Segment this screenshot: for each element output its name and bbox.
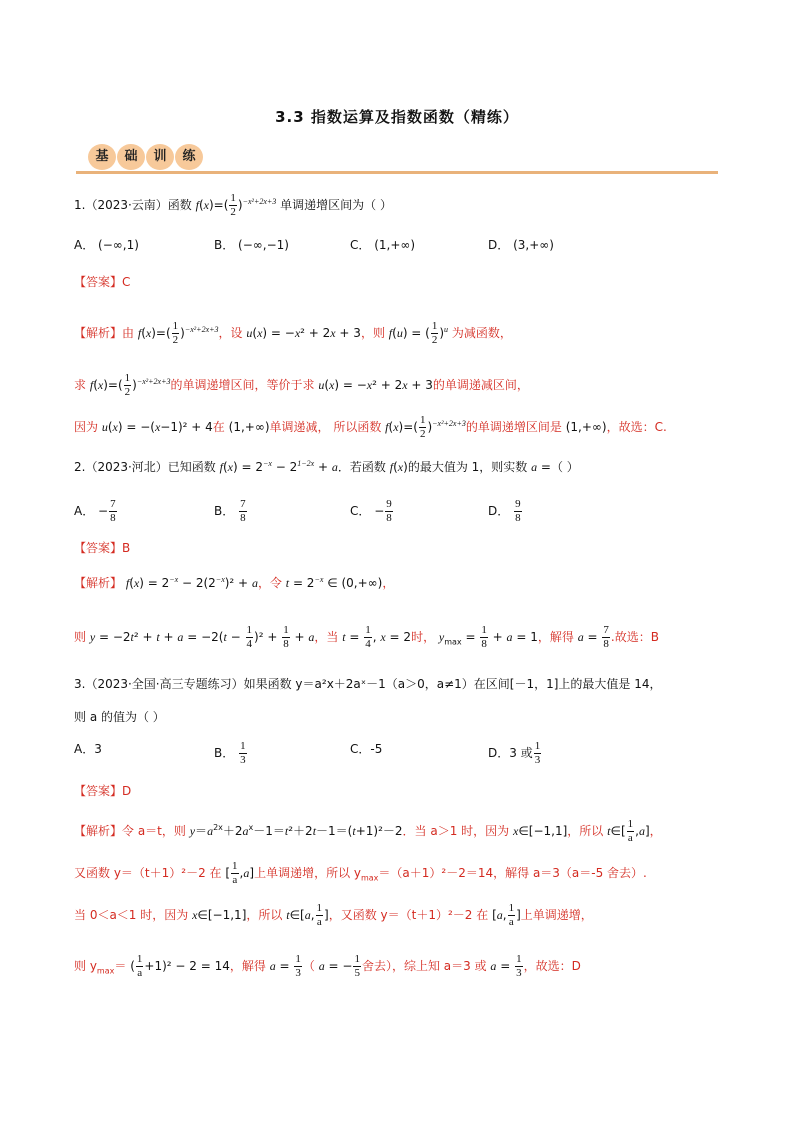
analysis-2-line-2: 则 y = −2t² + t + a = −2(t − $\frac{1}{4}$ )² + $\frac{1}{8}$ + a，当 t = $\frac{1}{4}$ , x = 2时， $y_{max}$ = $\frac{1}{8}$ + a = 1，解得 a = $\frac{7}{8}$ .故选：B [74, 624, 659, 650]
question-2: 2.（2023·河北）已知函数 $f(x) = 2^{-x} - 2^{1-2x} + a$．若函数 f(x)的最大值为 1，则实数 a =（ ） [74, 459, 579, 474]
option-b: B． (−∞,−1) [214, 238, 289, 252]
option-d: D． $\frac{9}{8}$ [488, 498, 521, 524]
analysis-1-line-3: 因为 u(x) = −(x−1)² + 4在 (1,+∞)单调递减， 所以函数 f(x)=( $\frac{1}{2}$ )$^{-x^2+2x+3}$的单调递增区间是 (1,+∞)，故选：C. [74, 414, 667, 440]
section-rule [76, 171, 718, 174]
option-c: C．-5 [350, 742, 383, 756]
option-a: A． (−∞,1) [74, 238, 139, 252]
option-b: B． $\frac{7}{8}$ [214, 498, 246, 524]
analysis-3-line-4: 则 $y_{max}=$ ( $\frac{1}{a}$ +1)² − 2 = 14，解得 a = $\frac{1}{3}$ （ a = − $\frac{1}{5}$ 舍去），综上知 a＝3 或 a = $\frac{1}{3}$ ，故选：D [74, 953, 581, 979]
answer-3: 【答案】D [74, 784, 132, 798]
question-3-line-1: 3.（2023·全国·高三专题练习）如果函数 y＝a²x＋2aˣ－1（a＞0，a≠1）在区间[－1，1]上的最大值是 14， [74, 677, 662, 691]
analysis-1-line-1: 【解析】由 f(x)=( $\frac{1}{2}$ )$^{-x^2+2x+3}$，设 u(x) = −x² + 2x + 3，则 f(u) = ( $\frac{1}{2}$ )$^u$ 为减函数， [74, 320, 512, 346]
option-b: B． $\frac{1}{3}$ [214, 740, 246, 766]
banner-char: 础 [117, 144, 145, 170]
page-title: 3.3 指数运算及指数函数（精练） [275, 108, 519, 126]
analysis-3-line-1: 【解析】令 a＝t，则 $y=a^{2x}+2a^x-1=t^2+2t-1=(t+1)^2-2$．当 a＞1 时，因为 x∈[−1,1]，所以 t∈[ $\frac{1}{a}$ ,a]， [74, 818, 662, 844]
option-a: A． − $\frac{7}{8}$ [74, 498, 116, 524]
option-a: A．3 [74, 742, 102, 756]
analysis-3-line-3: 当 0＜a＜1 时，因为 x∈[−1,1]，所以 t∈[a, $\frac{1}{a}$ ]，又函数 y＝（t＋1）²－2 在 [a, $\frac{1}{a}$ ]上单调递增， [74, 902, 593, 928]
option-d: D． (3,+∞) [488, 238, 554, 252]
banner-char: 训 [146, 144, 174, 170]
option-c: C． (1,+∞) [350, 238, 416, 252]
question-1: 1.（2023·云南）函数 f(x)=( $\frac{1}{2}$ )$^{-x^2+2x+3}$ 单调递增区间为（ ） [74, 192, 392, 218]
section-banner [88, 144, 204, 170]
option-c: C． − $\frac{9}{8}$ [350, 498, 392, 524]
banner-char: 基 [88, 144, 116, 170]
analysis-1-line-2: 求 f(x)=( $\frac{1}{2}$ )$^{-x^2+2x+3}$的单调递增区间，等价于求 u(x) = −x² + 2x + 3的单调递减区间， [74, 372, 529, 398]
answer-1: 【答案】C [74, 275, 131, 289]
option-d: D．3 或 $\frac{1}{3}$ [488, 740, 541, 766]
analysis-3-line-2: 又函数 y＝（t＋1）²－2 在 [ $\frac{1}{a}$ ,a]上单调递增，所以 $y_{max}=(a+1)^2-2=14$，解得 a＝3（a＝-5 舍去）. [74, 860, 647, 886]
answer-2: 【答案】B [74, 541, 131, 555]
banner-char: 练 [175, 144, 203, 170]
analysis-2-line-1: 【解析】 $f(x) = 2^{-x} - 2(2^{-x})^2 + a$，令 $t = 2^{-x}$ ∈ (0,+∞)， [74, 575, 395, 590]
question-3-line-2: 则 a 的值为（ ） [74, 710, 165, 724]
